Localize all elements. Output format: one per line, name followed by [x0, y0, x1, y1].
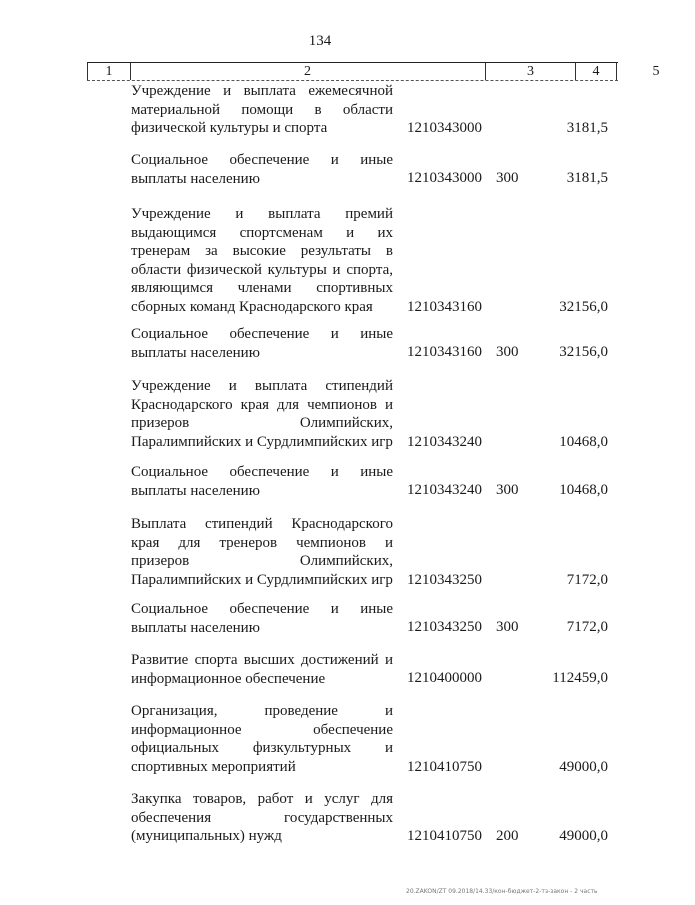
row-description: Социальное обеспечение и иные выплаты населению — [131, 152, 393, 187]
row-amount: 32156,0 — [559, 344, 608, 360]
table-header — [87, 62, 660, 81]
row-description: Развитие спорта высших достижений и информационное обеспечение — [131, 652, 393, 687]
page-number: 134 — [308, 33, 332, 49]
row-amount: 10468,0 — [559, 434, 608, 450]
row-description: Выплата стипендий Краснодарского края для тренеров чемпионов и призеров Олимпийских, Паралимпийских и Сурдлимпийских игр — [131, 516, 393, 588]
header-col-1: 1 — [87, 63, 131, 80]
row-expense-type: 300 — [496, 170, 519, 186]
row-amount: 3181,5 — [566, 170, 608, 186]
row-code: 1210343250 — [407, 572, 482, 588]
row-code: 1210343000 — [407, 120, 482, 136]
row-description: Учреждение и выплата ежемесячной материальной помощи в области физической культуры и спорта — [131, 83, 393, 137]
row-expense-type: 300 — [496, 619, 519, 635]
row-code: 1210343240 — [407, 482, 482, 498]
header-col-5: 5 — [652, 64, 660, 79]
row-code: 1210410750 — [407, 828, 482, 844]
row-amount: 32156,0 — [559, 299, 608, 315]
row-amount: 112459,0 — [552, 670, 608, 686]
row-code: 1210343160 — [407, 344, 482, 360]
row-expense-type: 200 — [496, 828, 519, 844]
row-expense-type: 300 — [496, 344, 519, 360]
row-code: 1210343000 — [407, 170, 482, 186]
header-col-2: 2 — [130, 63, 486, 80]
row-code: 1210343160 — [407, 299, 482, 315]
row-amount: 49000,0 — [559, 759, 608, 775]
row-description: Социальное обеспечение и иные выплаты населению — [131, 601, 393, 636]
row-code: 1210343240 — [407, 434, 482, 450]
row-amount: 7172,0 — [566, 619, 608, 635]
row-description: Учреждение и выплата стипендий Краснодарского края для чемпионов и призеров Олимпийских, Паралимпийских и Сурдлимпийских игр — [131, 378, 393, 450]
row-expense-type: 300 — [496, 482, 519, 498]
row-description: Учреждение и выплата премий выдающимся спортсменам и их тренерам за высокие результаты в области физической культуры и спорта, являющимся членами спортивных сборных команд Краснодарского края — [131, 206, 393, 315]
footer-stamp: 20.ZAKON/ZT 09.2018/14.33/кон-бюджет-2-тз-закон - 2 часть — [406, 888, 598, 895]
row-code: 1210410750 — [407, 759, 482, 775]
header-col-4: 4 — [576, 63, 617, 80]
row-amount: 49000,0 — [559, 828, 608, 844]
row-description: Организация, проведение и информационное обеспечение официальных физкультурных и спортивных мероприятий — [131, 703, 393, 775]
row-amount: 3181,5 — [566, 120, 608, 136]
row-amount: 10468,0 — [559, 482, 608, 498]
row-amount: 7172,0 — [566, 572, 608, 588]
row-description: Закупка товаров, работ и услуг для обеспечения государственных (муниципальных) нужд — [131, 791, 393, 845]
row-description: Социальное обеспечение и иные выплаты населению — [131, 326, 393, 361]
header-col-3: 3 — [486, 63, 576, 80]
row-code: 1210343250 — [407, 619, 482, 635]
row-code: 1210400000 — [407, 670, 482, 686]
row-description: Социальное обеспечение и иные выплаты населению — [131, 464, 393, 499]
